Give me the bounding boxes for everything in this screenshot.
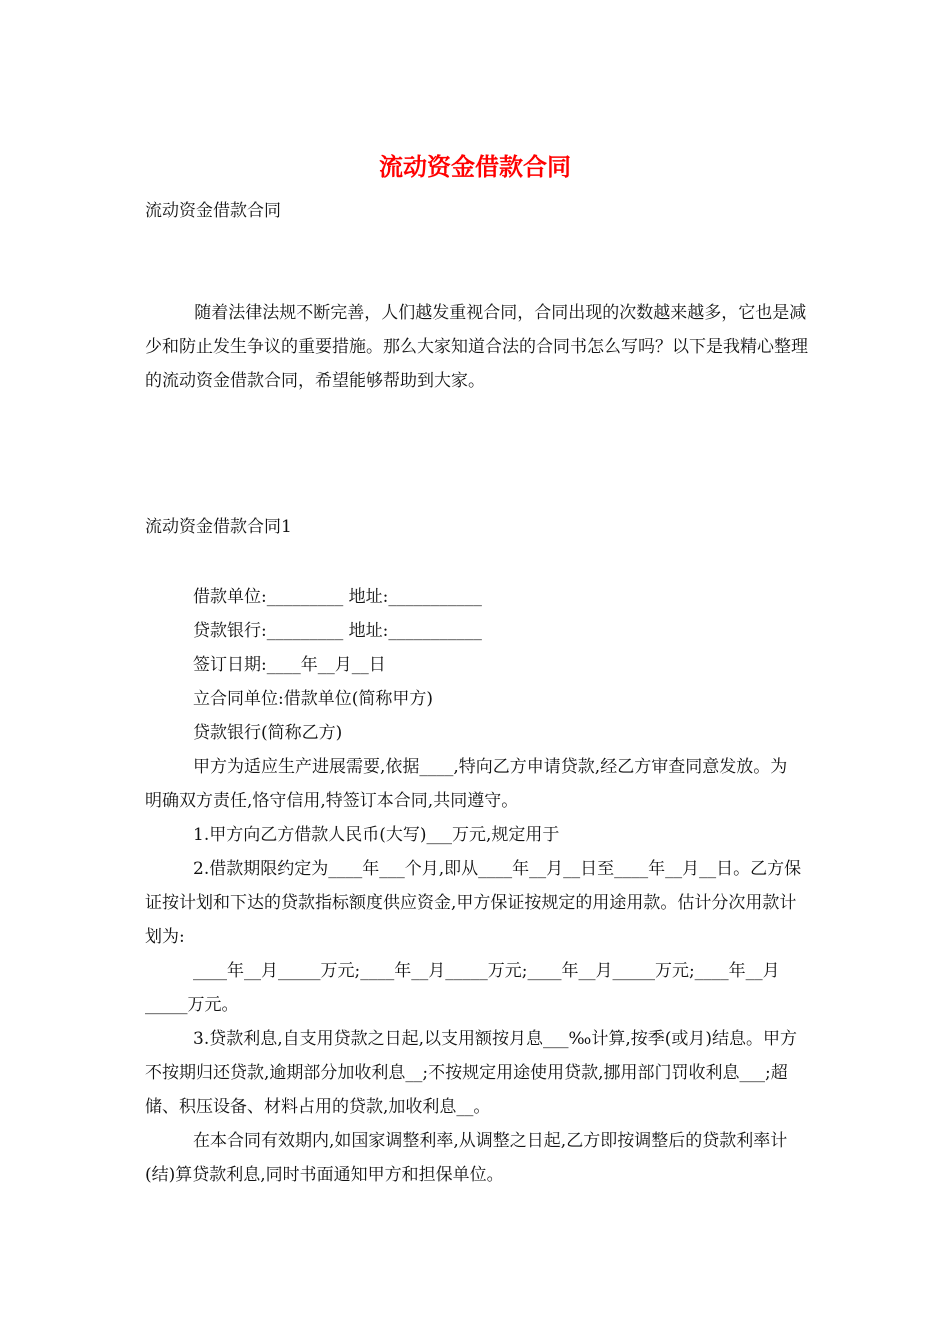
party-b-line: 贷款银行(简称乙方): [193, 723, 343, 743]
document-title: 流动资金借款合同: [379, 153, 571, 181]
borrower-line: 借款单位:_________ 地址:___________: [193, 587, 482, 607]
intro-section: [145, 296, 810, 398]
signing-date-line: 签订日期:____年__月__日: [193, 655, 386, 675]
party-a-line: 立合同单位:借款单位(简称甲方): [193, 689, 433, 709]
section-title: 流动资金借款合同1: [145, 517, 292, 537]
usage-plan: ____年__月_____万元;____年__月_____万元;____年__月_____万元;____年__月_____万元。: [145, 961, 780, 1015]
intro-paragraph: 随着法律法规不断完善，人们越发重视合同，合同出现的次数越来越多，它也是减少和防止发生争议的重要措施。那么大家知道合法的合同书怎么写吗？以下是我精心整理的流动资金借款合同，希望能够帮助到大家。: [145, 303, 808, 391]
purpose-paragraph: 甲方为适应生产进展需要,依据____,特向乙方申请贷款,经乙方审查同意发放。为明确双方责任,恪守信用,特签订本合同,共同遵守。: [145, 757, 788, 811]
clause-3: 3.贷款利息,自支用贷款之日起,以支用额按月息___‰计算,按季(或月)结息。甲方不按期归还贷款,逾期部分加收利息__;不按规定用途使用贷款,挪用部门罚收利息___;超储、积压设备、材料占用的贷款,加收利息__。: [145, 1029, 798, 1117]
lender-line: 贷款银行:_________ 地址:___________: [193, 621, 482, 641]
clause-2: 2.借款期限约定为____年___个月,即从____年__月__日至____年__月__日。乙方保证按计划和下达的贷款指标额度供应资金,甲方保证按规定的用途用款。估计分次用款计划为:: [145, 859, 802, 947]
clause-1: 1.甲方向乙方借款人民币(大写)___万元,规定用于: [193, 825, 560, 845]
interest-adjustment-paragraph: 在本合同有效期内,如国家调整利率,从调整之日起,乙方即按调整后的贷款利率计(结)算贷款利息,同时书面通知甲方和担保单位。: [145, 1131, 788, 1185]
document-subtitle: 流动资金借款合同: [145, 201, 281, 221]
contract-body: [145, 580, 810, 1192]
